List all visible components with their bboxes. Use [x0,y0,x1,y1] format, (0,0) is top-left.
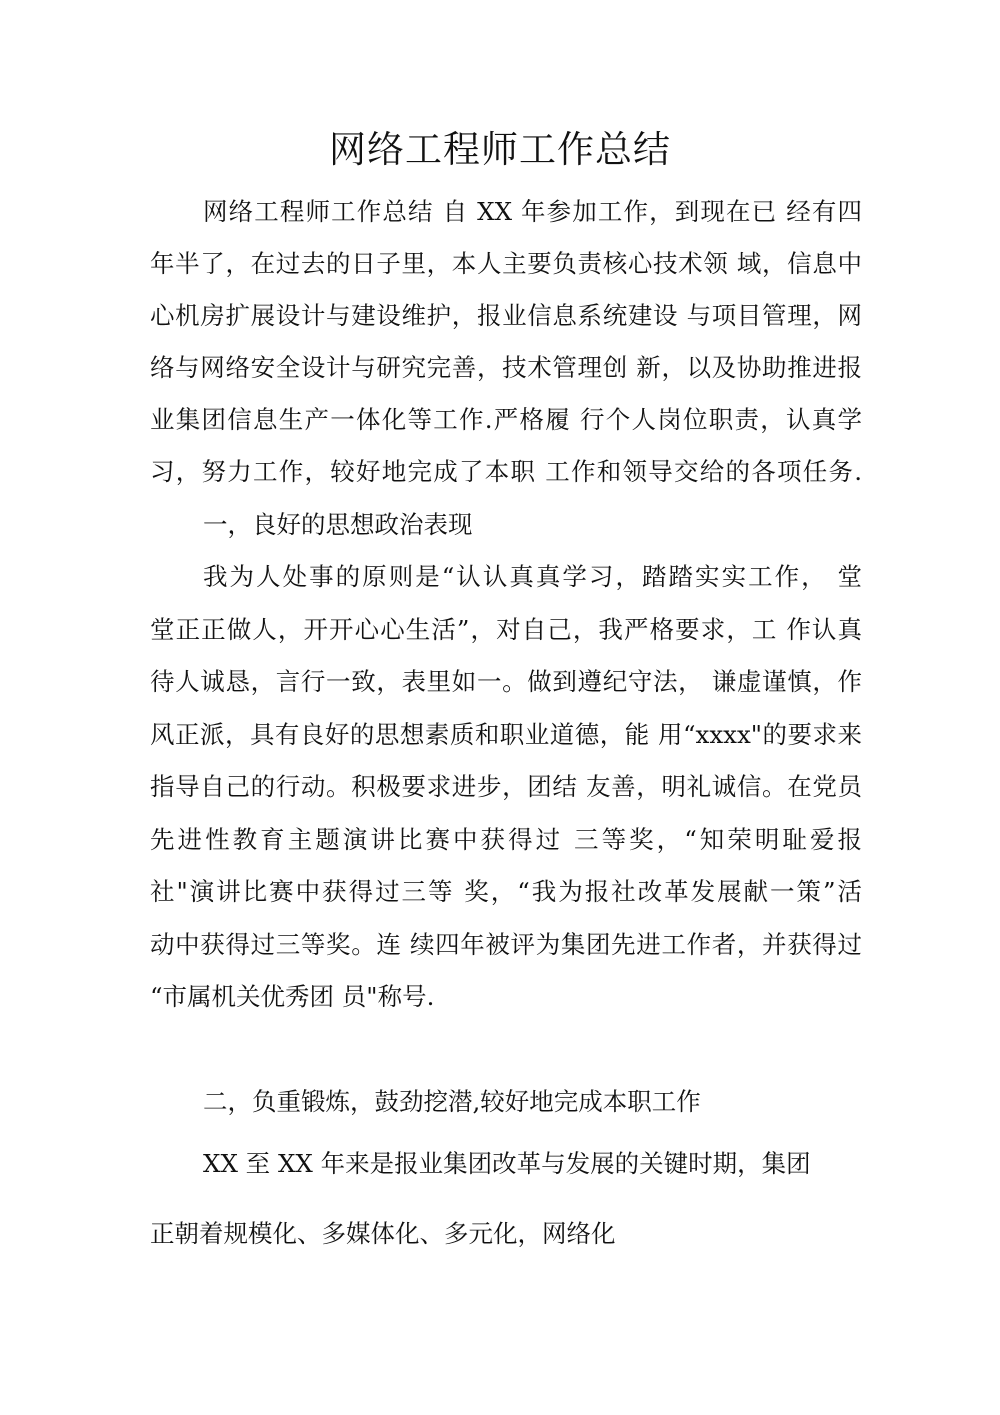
section-2-line-1: XX 至 XX 年来是报业集团改革与发展的关键时期，集团 [203,1149,811,1178]
intro-line-4: 络与网络安全设计与研究完善，技术管理创 新，以及协助推进报 [150,353,862,382]
section-2-line-2: 正朝着规模化、多媒体化、多元化，网络化 [150,1219,616,1248]
document-title: 网络工程师工作总结 [329,128,671,171]
section-1-line-3: 待人诚恳，言行一致，表里如一。做到遵纪守法， 谦虚谨慎，作 [150,667,862,696]
section-heading-2: 二，负重锻炼，鼓劲挖潜,较好地完成本职工作 [203,1087,701,1116]
section-1-line-6: 先进性教育主题演讲比赛中获得过 三等奖，“知荣明耻爱报 [150,825,862,854]
intro-line-5: 业集团信息生产一体化等工作.严格履 行个人岗位职责，认真学 [150,405,862,434]
section-1-line-4: 风正派，具有良好的思想素质和职业道德，能 用“xxxx"的要求来 [150,720,862,749]
intro-line-3: 心机房扩展设计与建设维护，报业信息系统建设 与项目管理，网 [150,301,862,330]
section-1-line-5: 指导自己的行动。积极要求进步，团结 友善，明礼诚信。在党员 [150,772,862,801]
section-1-line-7: 社"演讲比赛中获得过三等 奖，“我为报社改革发展献一策”活 [150,877,862,906]
section-1-line-2: 堂正正做人，开开心心生活”，对自己，我严格要求，工 作认真 [150,615,862,644]
section-1-line-8: 动中获得过三等奖。连 续四年被评为集团先进工作者，并获得过 [150,930,862,959]
section-1-line-1: 我为人处事的原则是“认认真真学习，踏踏实实工作， 堂 [203,562,862,591]
intro-line-6: 习，努力工作，较好地完成了本职 工作和领导交给的各项任务. [150,457,862,486]
section-1-line-9: “市属机关优秀团 员"称号. [150,982,435,1011]
intro-line-2: 年半了，在过去的日子里，本人主要负责核心技术领 域，信息中 [150,249,862,278]
intro-line-1: 网络工程师工作总结 自 XX 年参加工作，到现在已 经有四 [203,197,862,226]
section-heading-1: 一，良好的思想政治表现 [203,510,473,539]
